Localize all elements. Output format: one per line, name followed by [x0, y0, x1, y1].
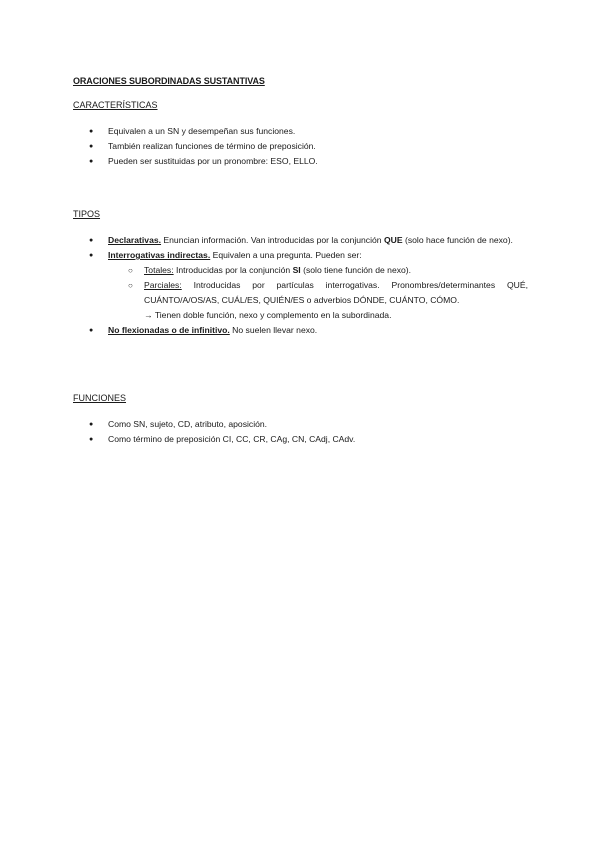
term-parciales: Parciales:	[144, 280, 182, 290]
declarativas-text: Enuncian información. Van introducidas por la conjunción	[161, 235, 384, 245]
term-no-flexionadas: No flexionadas o de infinitivo.	[108, 325, 230, 335]
subitem-parciales	[108, 278, 528, 323]
conjunction-si: SI	[292, 265, 301, 275]
document-title: ORACIONES SUBORDINADAS SUSTANTIVAS	[73, 76, 265, 86]
parciales-text: Introducidas por partículas interrogativas. Pronombres/determinantes QUÉ, CUÁNTO/A/OS/AS, CUÁL/ES, QUIÉN/ES o adverbios DÓNDE, CUÁNTO, CÓMO.	[144, 280, 528, 305]
heading-tipos: TIPOS	[73, 209, 101, 219]
interrogativas-sublist	[108, 263, 528, 323]
term-declarativas: Declarativas.	[108, 235, 162, 245]
conjunction-que: QUE	[383, 235, 403, 245]
caracteristicas-list	[73, 124, 528, 169]
list-item: ● Pueden ser sustituidas por un pronombre: ESO, ELLO.	[73, 154, 528, 169]
declarativas-text-after: (solo hace función de nexo).	[402, 235, 513, 245]
term-interrogativas: Interrogativas indirectas.	[108, 250, 211, 260]
totales-text-after: (solo tiene función de nexo).	[300, 265, 412, 275]
funciones-list	[73, 417, 528, 447]
list-item: ● Como término de preposición CI, CC, CR, CAg, CN, CAdj, CAdv.	[73, 432, 528, 447]
heading-caracteristicas: CARACTERÍSTICAS	[73, 100, 158, 110]
list-item: ● Como SN, sujeto, CD, atributo, aposición.	[73, 417, 528, 432]
tipos-list	[73, 233, 528, 338]
list-item: ● También realizan funciones de término de preposición.	[73, 139, 528, 154]
parciales-note: → Tienen doble función, nexo y complemento en la subordinada.	[144, 310, 392, 320]
heading-funciones: FUNCIONES	[73, 393, 127, 403]
tipo-no-flexionadas	[73, 323, 528, 338]
subitem-totales	[108, 263, 528, 278]
totales-text: Introducidas por la conjunción	[173, 265, 293, 275]
tipo-declarativas	[73, 233, 528, 248]
interrogativas-text: Equivalen a una pregunta. Pueden ser:	[210, 250, 362, 260]
no-flexionadas-text: No suelen llevar nexo.	[229, 325, 318, 335]
term-totales: Totales:	[144, 265, 174, 275]
tipo-interrogativas	[73, 248, 528, 323]
list-item: ● Equivalen a un SN y desempeñan sus funciones.	[73, 124, 528, 139]
